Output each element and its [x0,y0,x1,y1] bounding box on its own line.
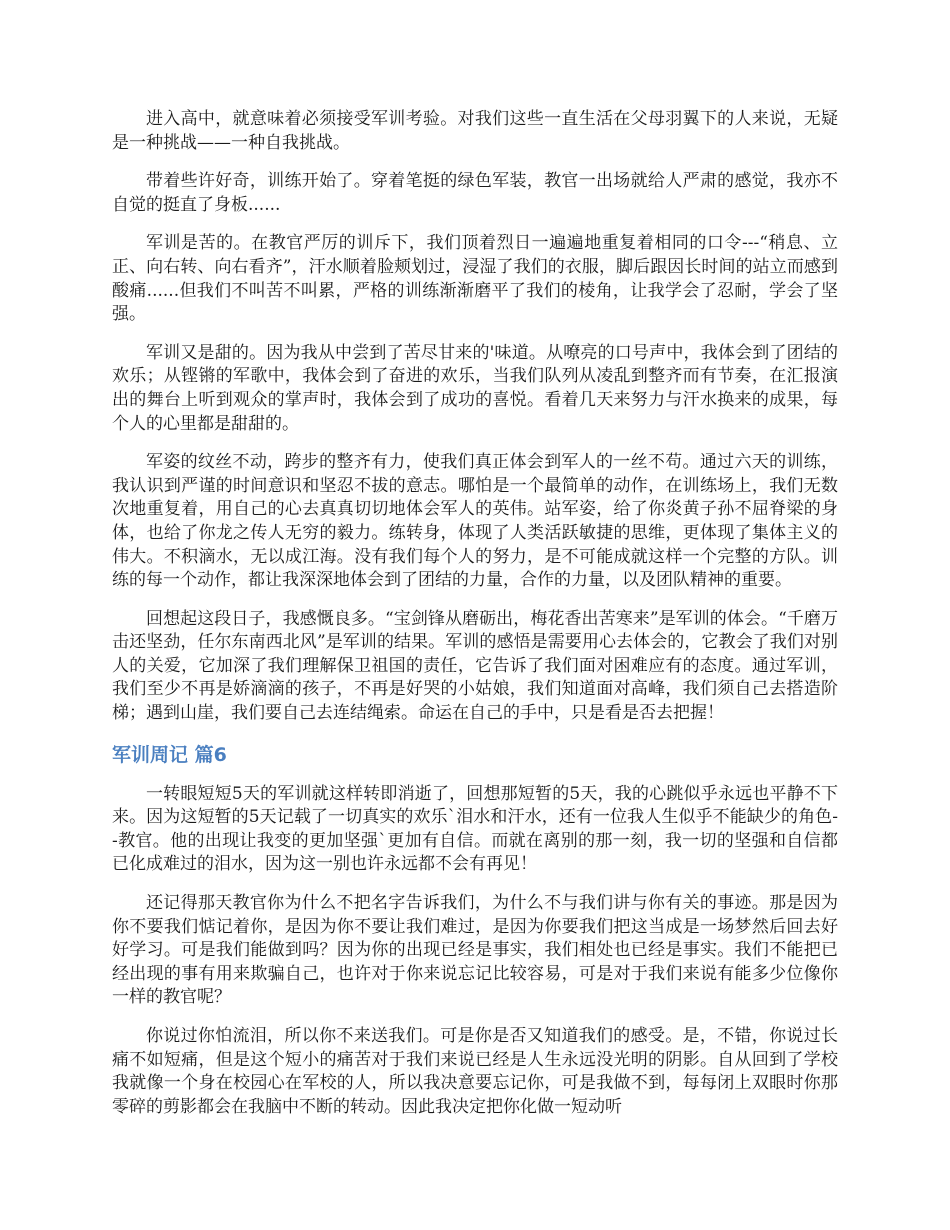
paragraph: 军姿的纹丝不动，跨步的整齐有力，使我们真正体会到军人的一丝不苟。通过六天的训练，我认识到严谨的时间意识和坚忍不拔的意志。哪怕是一个最简单的动作，在训练场上，我们无数次地重复着，用自己的心去真真切切地体会军人的英伟。站军姿，给了你炎黄子孙不屈脊梁的身体，也给了你龙之传人无穷的毅力。练转身，体现了人类活跃敏捷的思维，更体现了集体主义的伟大。不积滴水，无以成江海。没有我们每个人的努力，是不可能成就这样一个完整的方队。训练的每一个动作，都让我深深地体会到了团结的力量，合作的力量，以及团队精神的重要。 [112,452,838,591]
section-heading: 军训周记 篇6 [112,743,227,766]
paragraph: 军训又是甜的。因为我从中尝到了苦尽甘来的'味道。从嘹亮的口号声中，我体会到了团结的欢乐；从铿锵的军歌中，我体会到了奋进的欢乐，当我们队列从凌乱到整齐而有节奏，在汇报演出的舞台上听到观众的掌声时，我体会到了成功的喜悦。看着几天来努力与汗水换来的成果，每个人的心里都是甜甜的。 [112,342,838,434]
paragraph: 一转眼短短5天的军训就这样转即消逝了，回想那短暂的5天，我的心跳似乎永远也平静不下来。因为这短暂的5天记载了一切真实的欢乐`泪水和汗水，还有一位我人生似乎不能缺少的角色--教官。他的出现让我变的更加坚强`更加有自信。而就在离别的那一刻，我一切的坚强和自信都已化成难过的泪水，因为这一别也许永远都不会有再见！ [112,783,838,875]
paragraph: 进入高中，就意味着必须接受军训考验。对我们这些一直生活在父母羽翼下的人来说，无疑是一种挑战——一种自我挑战。 [112,109,838,153]
paragraph: 军训是苦的。在教官严厉的训斥下，我们顶着烈日一遍遍地重复着相同的口令---“稍息、立正、向右转、向右看齐”，汗水顺着脸颊划过，浸湿了我们的衣服，脚后跟因长时间的站立而感到酸痛......但我们不叫苦不叫累，严格的训练渐渐磨平了我们的棱角，让我学会了忍耐，学会了坚强。 [112,233,838,325]
paragraph: 还记得那天教官你为什么不把名字告诉我们，为什么不与我们讲与你有关的事迹。那是因为你不要我们惦记着你，是因为你不要让我们难过，是因为你要我们把这当成是一场梦然后回去好好学习。可是我们能做到吗？因为你的出现已经是事实，我们相处也已经是事实。我们不能把已经出现的事有用来欺骗自己，也许对于你来说忘记比较容易，可是对于我们来说有能多少位像你一样的教官呢？ [112,893,838,1008]
document-page [112,108,838,1134]
paragraph: 带着些许好奇，训练开始了。穿着笔挺的绿色军装，教官一出场就给人严肃的感觉，我亦不自觉的挺直了身板...... [112,171,838,215]
paragraph: 你说过你怕流泪，所以你不来送我们。可是你是否又知道我们的感受。是，不错，你说过长痛不如短痛，但是这个短小的痛苦对于我们来说已经是人生永远没光明的阴影。自从回到了学校我就像一个身在校园心在军校的人，所以我决意要忘记你，可是我做不到，每每闭上双眼时你那零碎的剪影都会在我脑中不断的转动。因此我决定把你化做一短动听 [112,1026,838,1117]
paragraph: 回想起这段日子，我感慨良多。“宝剑锋从磨砺出，梅花香出苦寒来”是军训的体会。“千磨万击还坚劲，任尔东南西北风”是军训的结果。军训的感悟是需要用心去体会的，它教会了我们对别人的关爱，它加深了我们理解保卫祖国的责任，它告诉了我们面对困难应有的态度。通过军训，我们至少不再是娇滴滴的孩子，不再是好哭的小姑娘，我们知道面对高峰，我们须自己去搭造阶梯；遇到山崖，我们要自己去连结绳索。命运在自己的手中，只是看是否去把握！ [112,608,838,724]
